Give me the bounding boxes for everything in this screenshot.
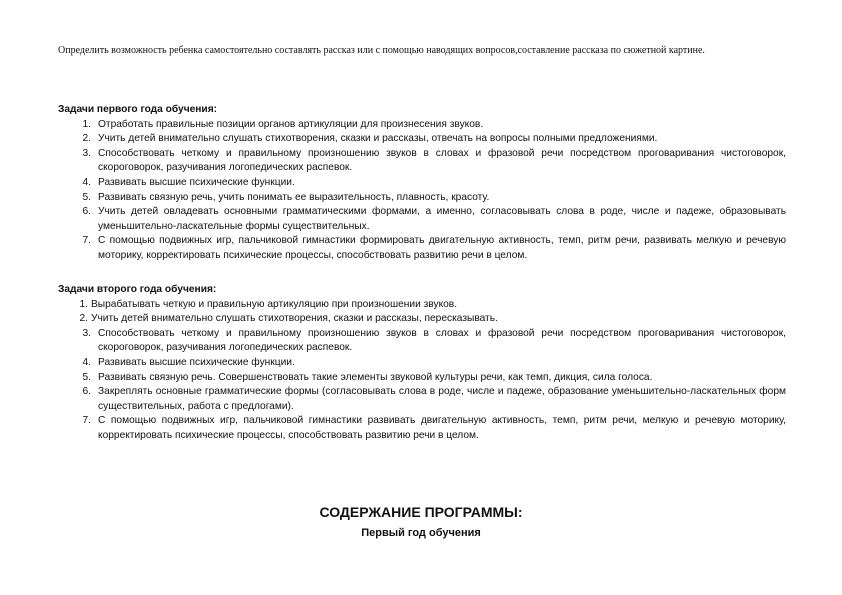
list-item	[58, 118, 786, 133]
item-text: Учить детей внимательно слушать стихотворения, сказки и рассказы, отвечать на вопросы полными предложениями.	[98, 133, 658, 145]
item-number: 5.	[82, 371, 91, 383]
second-year-tasks-section	[58, 283, 786, 444]
intro-paragraph: Определить возможность ребенка самостоятельно составлять рассказ или с помощью наводящих вопросов,составление рассказа по сюжетной картине.	[58, 45, 705, 56]
item-text: Развивать высшие психические функции.	[98, 176, 295, 188]
list-item	[58, 312, 786, 327]
item-number: 7.	[82, 235, 91, 247]
list-item	[58, 147, 786, 176]
section-title: Задачи второго года обучения:	[58, 284, 217, 295]
program-heading: СОДЕРЖАНИЕ ПРОГРАММЫ:	[319, 504, 523, 520]
item-number: 3.	[82, 327, 91, 339]
item-text: Вырабатывать четкую и правильную артикуляцию при произношении звуков.	[91, 298, 458, 310]
item-text: Способствовать четкому и правильному произношению звуков в словах и фразовой речи посредством проговаривания чистоговорок, скороговорок, разучивания логопедических распевок.	[98, 147, 786, 174]
item-text: Отработать правильные позиции органов артикуляции для произнесения звуков.	[98, 118, 484, 130]
item-number: 2.	[79, 313, 88, 325]
task-list	[58, 298, 786, 444]
list-item	[58, 385, 786, 414]
item-text: Закреплять основные грамматические формы (согласовывать слова в роде, числе и падеже, образование уменьшительно-ласкательных форм существительных, работа с предлогами).	[98, 386, 786, 412]
list-item	[58, 132, 786, 147]
first-year-tasks-section	[58, 103, 786, 264]
item-number: 6.	[82, 386, 91, 398]
list-item	[58, 191, 786, 206]
item-number: 1.	[79, 298, 88, 310]
list-item	[58, 414, 786, 443]
item-number: 1.	[82, 118, 91, 130]
list-item	[58, 356, 786, 371]
list-item	[58, 371, 786, 386]
item-number: 5.	[82, 191, 91, 203]
item-number: 4.	[82, 356, 91, 368]
item-text: Учить детей внимательно слушать стихотворения, сказки и рассказы, пересказывать.	[91, 313, 498, 325]
item-text: С помощью подвижных игр, пальчиковой гимнастики формировать двигательную активность, темп, ритм речи, развивать мелкую и речевую моторику, корректировать психические процессы, способствовать развитию речи в целом.	[98, 235, 786, 261]
list-item	[58, 298, 786, 313]
list-item	[58, 205, 786, 234]
item-number: 6.	[82, 206, 91, 218]
list-item	[58, 234, 786, 263]
item-text: Развивать высшие психические функции.	[98, 356, 295, 368]
item-number: 3.	[82, 147, 91, 159]
task-list	[58, 118, 786, 264]
item-text: Способствовать четкому и правильному произношению звуков в словах и фразовой речи посредством проговаривания чистоговорок, скороговорок, разучивания логопедических распевок.	[98, 327, 786, 354]
item-number: 4.	[82, 176, 91, 188]
item-number: 7.	[82, 415, 91, 427]
item-text: Развивать связную речь, учить понимать ее выразительность, плавность, красоту.	[98, 191, 490, 203]
program-subheading: Первый год обучения	[361, 527, 481, 539]
list-item	[58, 327, 786, 356]
item-text: Учить детей овладевать основными грамматическими формами, а именно, согласовывать слова в роде, числе и падеже, образовывать уменьшительно-ласкательные формы существительных.	[98, 206, 786, 232]
item-number: 2.	[82, 133, 91, 145]
list-item	[58, 176, 786, 191]
section-title: Задачи первого года обучения:	[58, 104, 218, 115]
item-text: Развивать связную речь. Совершенствовать такие элементы звуковой культуры речи, как темп, дикция, сила голоса.	[98, 371, 653, 383]
item-text: С помощью подвижных игр, пальчиковой гимнастики развивать двигательную активность, темп, ритм речи, мелкую и речевую моторику, корректировать психические процессы, способствовать развитию речи в целом.	[98, 415, 786, 441]
